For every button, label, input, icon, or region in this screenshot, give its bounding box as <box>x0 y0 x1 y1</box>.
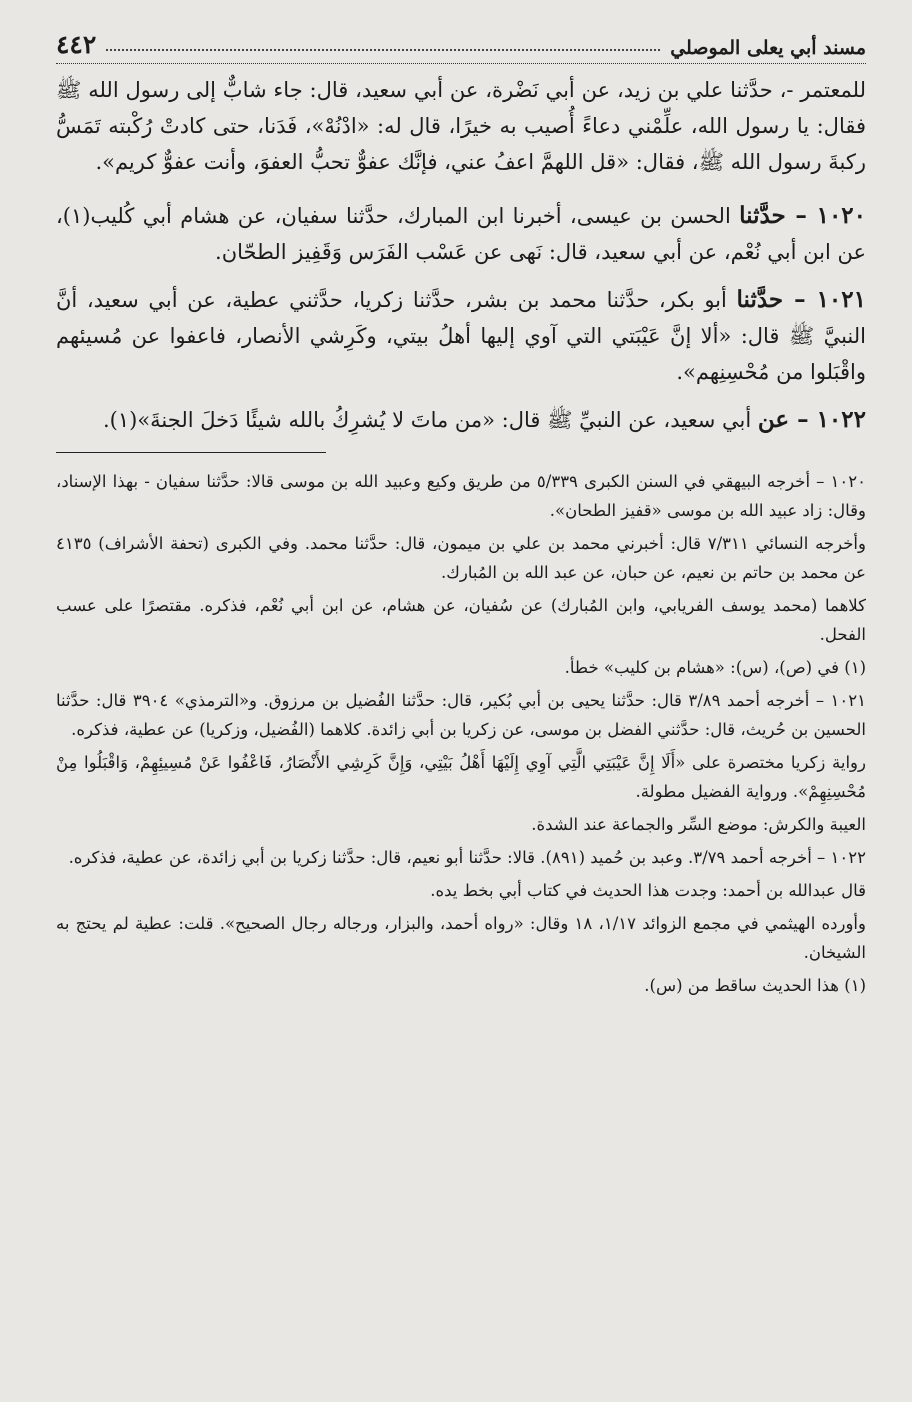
hadith-1020 <box>56 198 866 270</box>
running-title: مسند أبي يعلى الموصلي <box>670 37 866 59</box>
page-number: ٤٤٢ <box>56 30 97 59</box>
header-dotted-rule <box>106 49 660 51</box>
note-paragraph: وأورده الهيثمي في مجمع الزوائد ١/١٧، ١٨ وقال: «رواه أحمد، والبزار، ورجاله رجال الصحيح». قلت: عطية لم يحتج به الشيخان. <box>56 914 866 962</box>
note-paragraph: قال عبدالله بن أحمد: وجدت هذا الحديث في كتاب أبي بخط يده. <box>430 881 866 900</box>
note-paragraph: ١٠٢٢ – أخرجه أحمد ٣/٧٩. وعبد بن حُميد (٨٩١). قالا: حدَّثنا أبو نعيم، قال: حدَّثنا زكريا بن أبي زائدة، عن عطية، فذكره. <box>68 848 866 867</box>
continued-hadith: للمعتمر -، حدَّثنا علي بن زيد، عن أبي نَضْرة، عن أبي سعيد، قال: جاء شابٌّ إلى رسول الله ﷺ فقال: يا رسول الله، علِّمْني دعاءً أُصيب به خيرًا، قال له: «ادْنُهْ»، فَدَنا، حتى كادتْ رُكْبته تَمَسُّ ركبةَ رسول الله ﷺ، فقال: «قل اللهمَّ اعفُ عني، فإنَّك عفوٌّ تحبُّ العفوَ، وأنت عفوٌّ كريم». <box>56 78 866 174</box>
note-paragraph: (١) في (ص)، (س): «هشام بن كليب» خطأ. <box>564 658 866 677</box>
hadith-number: ١٠٢٠ – حدَّثنا <box>739 202 867 229</box>
hadith-number: ١٠٢١ – حدَّثنا <box>736 286 866 313</box>
hadith-text: أبي سعيد، عن النبيِّ ﷺ قال: «من ماتَ لا يُشرِكُ بالله شيئًا دَخلَ الجنةَ»(١). <box>102 408 758 432</box>
note-paragraph: (١) هذا الحديث ساقط من (س). <box>644 976 866 995</box>
hadith-text: أبو بكر، حدَّثنا محمد بن بشر، حدَّثنا زكريا، حدَّثني عطية، عن أبي سعيد، أنَّ النبيَّ ﷺ قال: «ألا إنَّ عَيْبَتي التي آوي إليها أهلُ بيتي، وكَرِشي الأنصار، فاعفوا عن مُسيئهم واقْبَلوا من مُحْسِنِهم». <box>56 288 866 384</box>
note-paragraph: ١٠٢٠ – أخرجه البيهقي في السنن الكبرى ٥/٣٣٩ من طريق وكيع وعبيد الله بن موسى قالا: حدَّثنا سفيان - بهذا الإسناد، وقال: زاد عبيد الله بن موسى «قفيز الطحان». <box>56 472 866 520</box>
footnotes <box>56 467 866 1000</box>
note-paragraph: العيبة والكرش: موضع السِّر والجماعة عند الشدة. <box>531 815 866 834</box>
page-header <box>56 30 866 64</box>
footnote-separator <box>56 452 326 453</box>
main-text <box>56 72 866 438</box>
hadith-number: ١٠٢٢ – عن <box>757 406 866 433</box>
note-paragraph: ١٠٢١ – أخرجه أحمد ٣/٨٩ قال: حدَّثنا يحيى بن أبي بُكير، قال: حدَّثنا الفُضيل بن مرزوق. و«الترمذي» ٣٩٠٤ قال: حدَّثنا الحسين بن حُريث، قال: حدَّثني الفضل بن موسى، عن زكريا بن أبي زائدة. كلاهما (الفُضيل، وزكريا) عن عطية، فذكره. <box>56 691 866 739</box>
note-paragraph: كلاهما (محمد يوسف الفريابي، وابن المُبارك) عن سُفيان، عن هشام، عن ابن أبي نُعْم، فذكره. مقتصرًا على عسب الفحل. <box>56 596 866 644</box>
hadith-1022 <box>56 402 866 438</box>
hadith-1021 <box>56 282 866 390</box>
note-paragraph: رواية زكريا مختصرة على «أَلَا إِنَّ عَيْبَتِي الَّتِي آوِي إِلَيْهَا أَهْلُ بَيْتِي، وَإِنَّ كَرِشِي الأَنْصَارُ، فَاعْفُوا عَنْ مُسِيئِهِمْ، وَاقْبَلُوا مِنْ مُحْسِنِهِمْ». ورواية الفضيل مطولة. <box>56 753 866 801</box>
hadith-text: الحسن بن عيسى، أخبرنا ابن المبارك، حدَّثنا سفيان، عن هشام أبي كُليب(١)، عن ابن أبي نُعْم، عن أبي سعيد، قال: نَهى عن عَسْب الفَرَس وَقَفِيز الطحّان. <box>56 204 866 264</box>
note-paragraph: وأخرجه النسائي ٧/٣١١ قال: أخبرني محمد بن علي بن ميمون، قال: حدَّثنا محمد. وفي الكبرى (تحفة الأشراف) ٤١٣٥ عن محمد بن حاتم بن نعيم، عن حبان، عن عبد الله بن المُبارك. <box>56 534 866 582</box>
